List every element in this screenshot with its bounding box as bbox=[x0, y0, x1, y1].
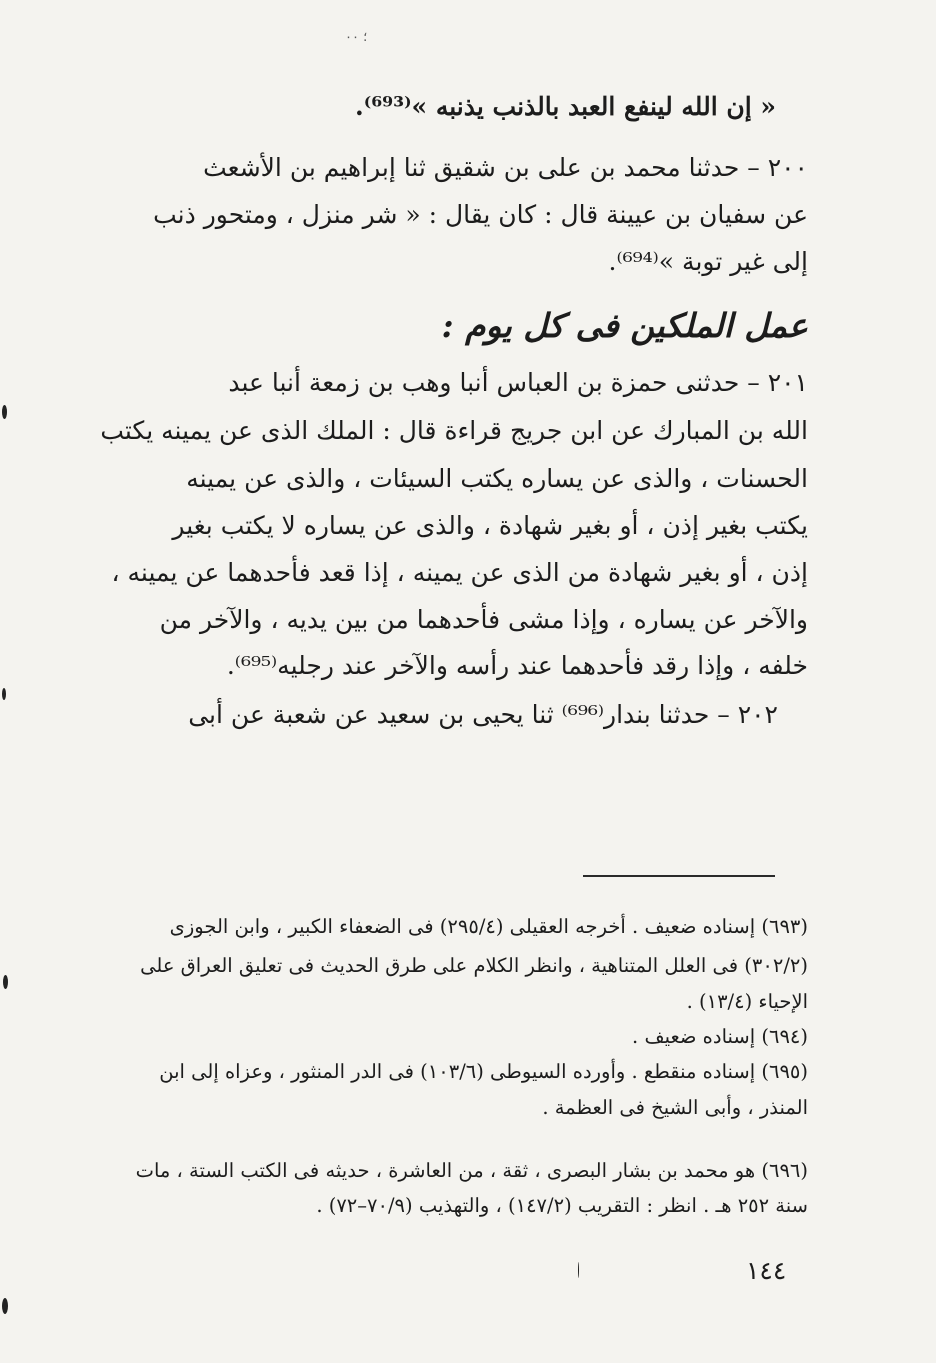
footnote-separator bbox=[583, 875, 775, 877]
header-mark: ؛ ٠٠ bbox=[345, 30, 368, 45]
section-heading: عمل الملكين فى كل يوم : bbox=[441, 306, 808, 345]
paragraph-200-line-1: ٢٠٠ – حدثنا محمد بن على بن شقيق ثنا إبراهيم بن الأشعث bbox=[203, 153, 808, 182]
footnote-695-line-1: (٦٩٥) إسناده منقطع . وأورده السيوطى (١٠٣/٦) فى الدر المنثور ، وعزاه إلى ابن bbox=[159, 1060, 808, 1083]
paragraph-201-line-1: ٢٠١ – حدثنى حمزة بن العباس أنبا وهب بن زمعة أنبا عبد bbox=[228, 368, 808, 397]
footnote-693-line-2: (٣٠٢/٢) فى العلل المتناهية ، وانظر الكلام على طرق الحديث فى تعليق العراق على bbox=[140, 954, 808, 977]
footnote-696-line-2: سنة ٢٥٢ هـ . انظر : التقريب (١٤٧/٢) ، والتهذيب (٧٠/٩–٧٢) . bbox=[316, 1194, 808, 1217]
quoted-hadith-line: « إن الله لينفع العبد بالذنب يذنبه »⁽⁶⁹³⁾. bbox=[355, 92, 776, 121]
footnote-694: (٦٩٤) إسناده ضعيف . bbox=[632, 1025, 808, 1048]
footnote-696-line-1: (٦٩٦) هو محمد بن بشار البصرى ، ثقة ، من العاشرة ، حديثه فى الكتب الستة ، مات bbox=[135, 1159, 808, 1182]
paragraph-201-line-4: يكتب بغير إذن ، أو بغير شهادة ، والذى عن يساره لا يكتب بغير bbox=[172, 511, 808, 540]
paragraph-201-line-7: خلفه ، وإذا رقد فأحدهما عند رأسه والآخر عند رجليه⁽⁶⁹⁵⁾. bbox=[226, 651, 808, 680]
scan-speck bbox=[578, 1262, 579, 1278]
paragraph-201-line-5: إذن ، أو بغير شهادة من الذى عن يمينه ، إذا قعد فأحدهما عن يمينه ، bbox=[111, 558, 808, 587]
scan-speck bbox=[2, 688, 6, 700]
scan-speck bbox=[2, 405, 7, 419]
footnote-693-line-3: الإحياء (١٣/٤) . bbox=[686, 990, 808, 1013]
paragraph-202-line-1: ٢٠٢ – حدثنا بندار⁽⁶⁹⁶⁾ ثنا يحيى بن سعيد عن شعبة عن أبى bbox=[188, 700, 778, 729]
footnote-695-line-2: المنذر ، وأبى الشيخ فى العظمة . bbox=[542, 1096, 808, 1119]
scan-speck bbox=[3, 975, 8, 989]
page-number: ١٤٤ bbox=[746, 1256, 787, 1285]
paragraph-200-line-3: إلى غير توبة »⁽⁶⁹⁴⁾. bbox=[608, 247, 808, 276]
paragraph-200-line-2: عن سفيان بن عيينة قال : كان يقال : « شر منزل ، ومتحور ذنب bbox=[153, 200, 808, 229]
scan-speck bbox=[2, 1298, 8, 1314]
paragraph-201-line-3: الحسنات ، والذى عن يساره يكتب السيئات ، والذى عن يمينه bbox=[186, 464, 808, 493]
footnote-693-line-1: (٦٩٣) إسناده ضعيف . أخرجه العقيلى (٢٩٥/٤) فى الضعفاء الكبير ، وابن الجوزى bbox=[169, 915, 808, 938]
paragraph-201-line-6: والآخر عن يساره ، وإذا مشى فأحدهما من بين يديه ، والآخر من bbox=[159, 605, 808, 634]
paragraph-201-line-2: الله بن المبارك عن ابن جريج قراءة قال : الملك الذى عن يمينه يكتب bbox=[100, 416, 808, 445]
